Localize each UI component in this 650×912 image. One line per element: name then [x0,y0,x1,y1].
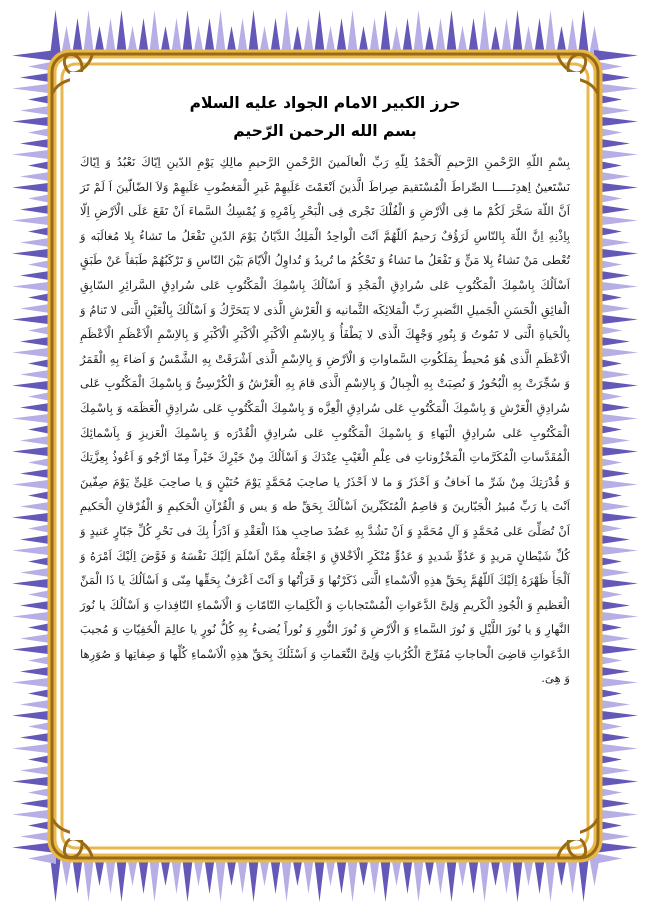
spike [83,856,94,902]
prayer-page [70,72,580,840]
spike [182,10,193,56]
spike [182,856,193,902]
spike [512,856,523,902]
spike [116,10,127,56]
spike [479,856,490,902]
spike [83,10,94,56]
spike [248,10,259,56]
spike [594,50,638,61]
spike [413,856,424,902]
spike [347,856,358,902]
spike [594,853,622,864]
spike [479,10,490,56]
spike [12,50,56,61]
spike [281,10,292,56]
spike [446,856,457,902]
spike [215,856,226,902]
spike [248,856,259,902]
spike [314,10,325,56]
spike [545,856,556,902]
spike [380,10,391,56]
spike [512,10,523,56]
spike [116,856,127,902]
spike [281,856,292,902]
spike [149,856,160,902]
spike [446,10,457,56]
spike [149,10,160,56]
spike [28,853,56,864]
spike [314,856,325,902]
spike [578,856,589,902]
spike [413,10,424,56]
spike [215,10,226,56]
prayer-text: بِسْمِ اللّهِ الرَّحْمنِ الرَّحيمِ اَلْحَمْدُ لِلّهِ رَبِّ الْعالَمينَ الرَّحْمنِ الرَّحيمِ مالِكِ يَوْمِ الدّينِ اِيّاكَ نَعْبُدُ وَ اِيّاكَ نَسْتَعينُ اِهدِنَـــــا الصِّراطَ الْمُسْتَقيمَ صِراطَ الَّذينَ اَنْعَمْتَ عَلَيهِمْ غَيرِ الْمَغضُوبِ عَلَيهِمْ وَلاَ الضّالّينَ اَ لَمْ تَرَ اَنَّ اللّهَ سَخَّرَ لَكُمْ ما فِى الْاَرْضِ وَ الْفُلْكَ تَجْرى فِى الْبَحْرِ بِاَمْرِهِ وَ يُمْسِكُ السَّماءَ اَنْ تَقَعَ عَلَى الْاَرْضِ اِلّا بِاِذْنِهِ اِنَّ اللّهَ بِالنّاسِ لَرَؤُفٌ رَحيمٌ اَللّهُمَّ اَنْتَ الْواحِدُ الْمَلِكُ الدَّيّانُ يَوْمَ الدّينِ تَفْعَلُ ما تَشاءُ بِلا مُغالَبَه وَ تُعْطى مَنْ تَشاءُ بِلا مَنٍّ وَ تَفْعَلُ ما تَشاءُ وَ تَحْكُمُ ما تُريدُ وَ تُداوِلُ الْاَيّامَ بَيْنَ النّاسِ وَ تَرْكَبُهُمْ طَبَقاً عَنْ طَبَقٍ اَسْاَلُكَ بِاسْمِكَ الْمَكْتُوبِ عَلى سُرادِقِ الْمَجْدِ وَ اَسْاَلُكَ بِاسْمِكَ الْمَكْتُوبِ عَلى سُرادِقِ السَّرائِرِ السّابِقِ الْفائِقِ الْحَسَنِ الْجَميلِ النَّضيرِ رَبِّ الْمَلائِكَه الثَّمانيه وَ الْعَرْشِ الَّذى لا يَتَحَرَّكُ وَ اَسْاَلُكَ بِالْعَيْنِ الَّتى لا تَنامُ وَ بِالْحَياةِ الَّتى لا تَمُوتُ وَ بِنُورِ وَجْهِكَ الَّذى لا يَطْفَأُ وَ بِالاِسْمِ الْاَكْبَرِ الْاَكْبَرِ الْاَكْبَرِ وَ بِالاِسْمِ الْاَعْظَمِ الْاَعْظَمِ الْاَعْظَمِ الَّذى هُوَ مُحيطٌ بِمَلَكُوتِ السَّماواتِ وَ الْاَرْضِ وَ بِالاِسْمِ الَّذى اَشْرَقَتْ بِهِ الشَّمْسُ وَ اَضاءَ بِهِ الْقَمَرُ وَ سُجِّرَتْ بِهِ الْبُحُورُ وَ نُصِبَتْ بِهِ الْجِبالُ وَ بِالاِسْمِ الَّذى قامَ بِهِ الْعَرْشُ وَ الْكُرْسِىُّ وَ بِاسْمِكَ الْمَكْتُوبِ عَلى سُرادِقِ الْعَرْشِ وَ بِاسْمِكَ الْمَكْتُوبِ عَلى سُرادِقِ الْعِزَّه وَ بِاسْمِكَ الْمَكْتُوبِ عَلى سُرادِقِ الْعَظَمَه وَ بِاسْمِكَ الْمَكْتُوبِ عَلى سُرادِقِ الْبَهاءِ وَ بِاسْمِكَ الْمَكْتُوبِ عَلى سُرادِقِ الْقُدْرَه وَ بِاسْمِكَ الْعَزيزِ وَ بِاَسْمائِكَ الْمُقَدَّساتِ الْمُكَرَّماتِ الْمَخْزُوناتِ فى عِلْمِ الْغَيْبِ عِنْدَكَ وَ اَسْاَلُكَ مِنْ خَيْرِكَ خَيْراً مِمّا اَرْجُو وَ اَعُوذُ بِعِزَّتِكَ وَ قُدْرَتِكَ مِنْ شَرِّ ما اَخافُ وَ اَحْذَرُ وَ ما لا اَحْذَرُ يا صاحِبَ مُحَمَّدٍ يَوْمَ حُنَيْنٍ وَ يا صاحِبَ عَلِىٍّ يَوْمَ صِفّينَ اَنْتَ يا رَبِّ مُبيرُ الْجَبّارينَ وَ قاصِمُ الْمُتَكَبِّرينَ اَسْاَلُكَ بِحَقِّ طه وَ يس وَ الْقُرْآنِ الْحَكيمِ وَ الْفُرْقانِ الْحَكيمِ اَنْ تُصَلِّىَ عَلى مُحَمَّدٍ وَ آلِ مُحَمَّدٍ وَ اَنْ تَشُدَّ بِهِ عَضُدَ صاحِبِ هذَا الْعَقْدِ وَ اَدْرَأُ بِكَ فى نَحْرِ كُلِّ جَبّارٍ عَنيدٍ وَ كُلِّ شَيْطانٍ مَريدٍ وَ عَدُوٍّ شَديدٍ وَ عَدُوٍّ مُنْكَرِ الْاَخْلاقِ وَ اجْعَلْهُ مِمَّنْ اَسْلَمَ اِلَيْكَ نَفْسَهُ وَ فَوَّضَ اِلَيْكَ اَمْرَهُ وَ اَلْجَأَ ظَهْرَهُ اِلَيْكَ اَللّهُمَّ بِحَقِّ هذِهِ الْاَسْماءِ الَّتى ذَكَرْتُها وَ قَرَاْتُها وَ اَنْتَ اَعْرَفُ بِحَقِّها مِنّى وَ اَسْاَلُكَ يا ذَا الْمَنِّ الْعَظيمِ وَ الْجُودِ الْكَريمِ وَلِىَّ الدَّعَواتِ الْمُسْتَجاباتِ وَ الْكَلِماتِ التّامّاتِ وَ الْاَسْماءِ النّافِذاتِ وَ اَسْاَلُكَ يا نُورَ النَّهارِ وَ يا نُورَ اللَّيْلِ وَ نُورَ السَّماءِ وَ الْاَرْضِ وَ نُورَ النُّورِ وَ نُوراً يُضىءُ بِهِ كُلُّ نُورٍ يا عالِمَ الْخَفِيّاتِ وَ مُجيبَ الدَّعَواتِ قاضِىَ الْحاجاتِ مُفَرِّجَ الْكُرُباتِ وَلِىَّ النِّعَماتِ وَ اَسْئَلُكَ بِحَقِّ هذِهِ الْاَسْماءِ كُلِّها وَ صِفاتِها وَ صُوَرِها وَ هِىَ. [80,155,570,686]
spike [347,10,358,56]
basmala-heading: بسم الله الرحمن الرّحيم [233,122,417,140]
spike [50,10,61,56]
spike [545,10,556,56]
spike [578,10,589,56]
spike [380,856,391,902]
page-title: حرز الكبير الامام الجواد عليه السلام [189,94,461,112]
